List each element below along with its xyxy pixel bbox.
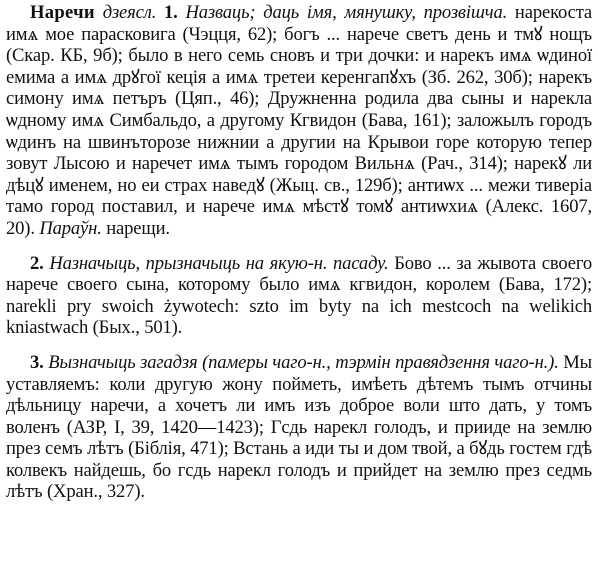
- compare-reference: нарещи.: [106, 217, 170, 239]
- sense-number-3: 3.: [30, 351, 44, 373]
- part-of-speech: дзеясл.: [102, 2, 157, 23]
- sense-3-citations: Мы уставляемъ: коли другую жону пойметь, имѣеть дѣтемъ тымъ отчины дѣльницу наречи, а хочетъ ли имъ изъ доброе воли што дать, у томъ воленъ (АЗР, I, 39, 1420—1423); Гсдь нарекл голодъ, и прииде на землю през семъ лѣтъ (Біблія, 471); Встань а иди ты и дом твой, а бꙋдь гостем гдѣ колвекъ найдешь, бо гсдь нарекл голодъ и прийдет на землю през седмь лѣтъ (Хран., 327).: [6, 351, 593, 503]
- sense-2-definition: Назначыць, прызначыць на якую-н. пасаду.: [49, 252, 389, 274]
- entry-3-paragraph: [6, 352, 592, 503]
- dictionary-entry-1: [6, 2, 592, 240]
- sense-2-citations: Бово ... за жывота своего нарече своего сына, которому было имѧ кгвидон, королем (Бава, 172); narekli pry swoich żywotech: szto im byty na ich mestcoch na welikich kniastwach (Бых., 501).: [6, 252, 592, 339]
- sense-1-definition: Назваць; даць імя, мянушку, прозвішча.: [185, 2, 508, 23]
- sense-1-citations: нарекоста имѧ мое парасковига (Чэцця, 62); богъ ... нарече светъ день и тмꙋ нощъ (Скар. КБ, 9б); было в него семь сновъ и три дочки: и нарекъ имѧ ѡдиної емима а имѧ дрꙋгої кеція а имѧ третеи керенгапꙋхъ (Зб. 262, 30б); нарекъ симону имѧ петъръ (Цяп., 46); Дружненна родила два сыны и нарекла ѡдному имѧ Симбальдо, а другому Кгвидон (Бава, 161); заложылъ городъ ѡдинъ на швинъторозе нижнии а другии на Крывои горе которую тепер зовут Лысою и наречет имѧ тымъ городом Вильнѧ (Рач., 314); нарекꙋ ли дѣцꙋ именем, но еи страх наведꙋ (Жыц. св., 129б); антиѡх ... межи тиверіа тамо город поставил, и нарече имѧ мѣстꙋ томꙋ антиѡхиѧ (Алекс. 1607, 20).: [6, 2, 593, 239]
- dictionary-entry-2: [6, 253, 592, 339]
- entry-1-paragraph: [6, 2, 592, 240]
- sense-number-2: 2.: [30, 252, 44, 274]
- dictionary-entry-3: [6, 352, 592, 503]
- sense-number-1: 1.: [164, 2, 178, 23]
- compare-label: Параўн.: [39, 217, 102, 239]
- sense-3-definition: Вызначыць загадзя (памеры чаго-н., тэрмін правядзення чаго-н.).: [48, 351, 559, 373]
- entry-2-paragraph: [6, 253, 592, 339]
- headword: Наречи: [30, 2, 95, 23]
